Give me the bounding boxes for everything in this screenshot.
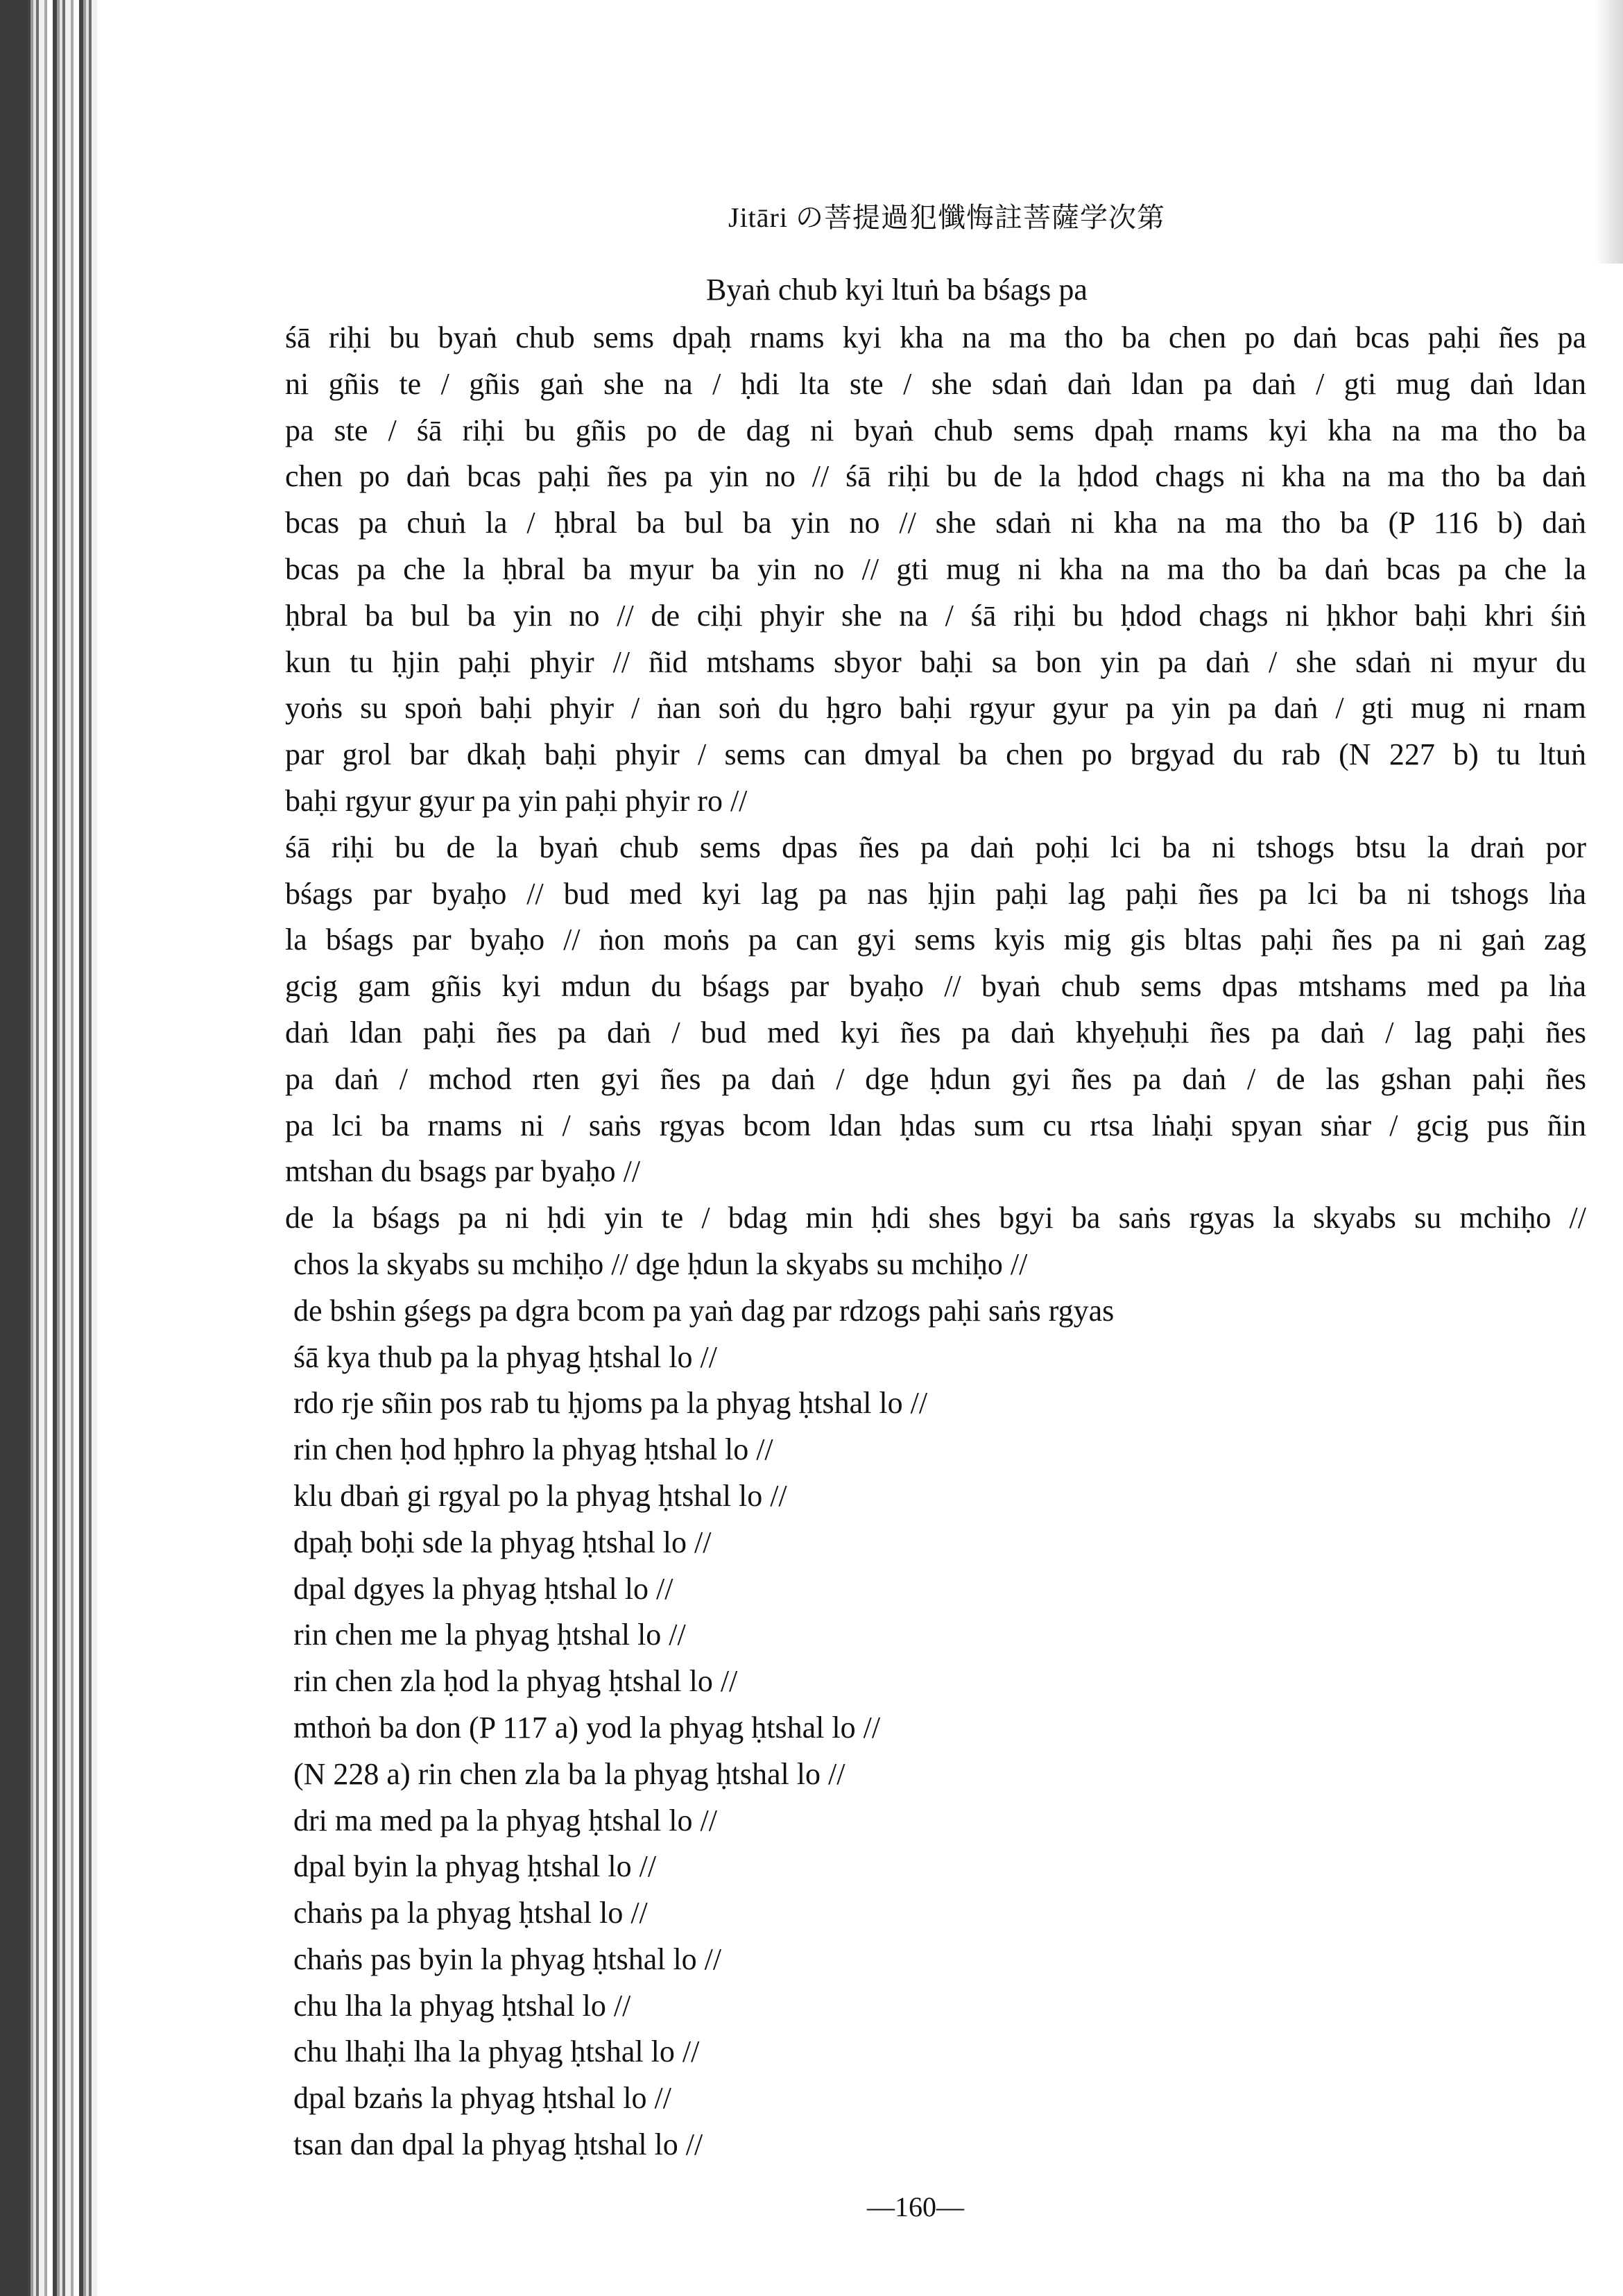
homage-line: chu lha la phyag ḥtshal lo // <box>293 1988 631 2023</box>
text-line: chos la skyabs su mchiḥo // dge ḥdun la skyabs su mchiḥo // <box>293 1246 1028 1281</box>
text-line: mtshan du bsags par byaḥo // <box>285 1154 641 1189</box>
homage-line: dri ma med pa la phyag ḥtshal lo // <box>293 1803 717 1837</box>
homage-line: mthoṅ ba don (P 117 a) yod la phyag ḥtshal lo // <box>293 1710 881 1745</box>
page-number: —160— <box>867 2191 964 2222</box>
homage-line: rin chen ḥod ḥphro la phyag ḥtshal lo // <box>293 1432 773 1467</box>
homage-line: rdo rje sñin pos rab tu ḥjoms pa la phyag ḥtshal lo // <box>293 1386 928 1421</box>
homage-line: śā kya thub pa la phyag ḥtshal lo // <box>293 1339 717 1374</box>
text-line: kun tu ḥjin paḥi phyir // ñid mtshams sbyor baḥi sa bon yin pa daṅ / she sdaṅ ni myur du <box>285 644 1586 679</box>
text-line: bcas pa chuṅ la / ḥbral ba bul ba yin no // she sdaṅ ni kha na ma tho ba (P 116 b) daṅ <box>285 506 1586 540</box>
text-line: chen po daṅ bcas paḥi ñes pa yin no // śā riḥi bu de la ḥdod chags ni kha na ma tho ba daṅ <box>285 459 1586 494</box>
text-line: daṅ ldan paḥi ñes pa daṅ / bud med kyi ñes pa daṅ khyeḥuḥi ñes pa daṅ / lag paḥi ñes <box>285 1015 1586 1050</box>
text-line: pa lci ba rnams ni / saṅs rgyas bcom ldan ḥdas sum cu rtsa lṅaḥi spyan sṅar / gcig pus ñin <box>285 1108 1586 1142</box>
text-line: ḥbral ba bul ba yin no // de ciḥi phyir she na / śā riḥi bu ḥdod chags ni ḥkhor baḥi khri śiṅ <box>285 598 1586 633</box>
homage-line: dpal byin la phyag ḥtshal lo // <box>293 1849 657 1884</box>
text-line: de la bśags pa ni ḥdi yin te / bdag min ḥdi shes bgyi ba saṅs rgyas la skyabs su mchiḥo // <box>285 1201 1586 1235</box>
text-line: bśags par byaḥo // bud med kyi lag pa nas ḥjin paḥi lag paḥi ñes pa lci ba ni tshogs lṅa <box>285 876 1586 911</box>
text-line: ni gñis te / gñis gaṅ she na / ḥdi lta ste / she sdaṅ daṅ ldan pa daṅ / gti mug daṅ ldan <box>285 366 1586 401</box>
text-line: śā riḥi bu byaṅ chub sems dpaḥ rnams kyi kha na ma tho ba chen po daṅ bcas paḥi ñes pa <box>285 320 1586 354</box>
text-line: pa daṅ / mchod rten gyi ñes pa daṅ / dge ḥdun gyi ñes pa daṅ / de las gshan paḥi ñes <box>285 1061 1586 1096</box>
text-line: baḥi rgyur gyur pa yin paḥi phyir ro // <box>285 783 748 818</box>
body-text <box>285 315 1586 2168</box>
homage-line: dpal bzaṅs la phyag ḥtshal lo // <box>293 2081 671 2116</box>
text-line: śā riḥi bu de la byaṅ chub sems dpas ñes pa daṅ poḥi lci ba ni tshogs btsu la draṅ por <box>285 830 1586 864</box>
homage-line: tsan dan dpal la phyag ḥtshal lo // <box>293 2127 703 2162</box>
text-line: yoṅs su spoṅ baḥi phyir / ṅan soṅ du ḥgro baḥi rgyur gyur pa yin pa daṅ / gti mug ni rnam <box>285 691 1586 726</box>
homage-line: rin chen me la phyag ḥtshal lo // <box>293 1618 686 1652</box>
homage-line: dpaḥ boḥi sde la phyag ḥtshal lo // <box>293 1525 712 1559</box>
section-title: Byaṅ chub kyi ltuṅ ba bśags pa <box>706 273 1088 307</box>
text-line: par grol bar dkaḥ baḥi phyir / sems can dmyal ba chen po brgyad du rab (N 227 b) tu ltuṅ <box>285 737 1586 772</box>
homage-line: chu lhaḥi lha la phyag ḥtshal lo // <box>293 2034 700 2069</box>
homage-line: chaṅs pas byin la phyag ḥtshal lo // <box>293 1942 722 1976</box>
text-line: la bśags par byaḥo // ṅon moṅs pa can gyi sems kyis mig gis bltas paḥi ñes pa ni gaṅ zag <box>285 923 1586 957</box>
running-head: Jitāri の菩提過犯懺悔註菩薩学次第 <box>728 202 1165 233</box>
homage-line: chaṅs pa la phyag ḥtshal lo // <box>293 1896 648 1930</box>
scan-binding-edge <box>0 0 97 2296</box>
homage-line: dpal dgyes la phyag ḥtshal lo // <box>293 1571 673 1606</box>
homage-line: klu dbaṅ gi rgyal po la phyag ḥtshal lo // <box>293 1478 787 1513</box>
homage-line: rin chen zla ḥod la phyag ḥtshal lo // <box>293 1664 738 1699</box>
text-line: de bshin gśegs pa dgra bcom pa yaṅ dag par rdzogs paḥi saṅs rgyas <box>293 1293 1115 1328</box>
text-line: bcas pa che la ḥbral ba myur ba yin no // gti mug ni kha na ma tho ba daṅ bcas pa che la <box>285 551 1586 586</box>
scan-right-edge <box>1595 0 1623 264</box>
text-line: gcig gam gñis kyi mdun du bśags par byaḥo // byaṅ chub sems dpas mtshams med pa lṅa <box>285 969 1586 1004</box>
text-line: pa ste / śā riḥi bu gñis po de dag ni byaṅ chub sems dpaḥ rnams kyi kha na ma tho ba <box>285 413 1586 447</box>
homage-line: (N 228 a) rin chen zla ba la phyag ḥtshal lo // <box>293 1756 845 1791</box>
